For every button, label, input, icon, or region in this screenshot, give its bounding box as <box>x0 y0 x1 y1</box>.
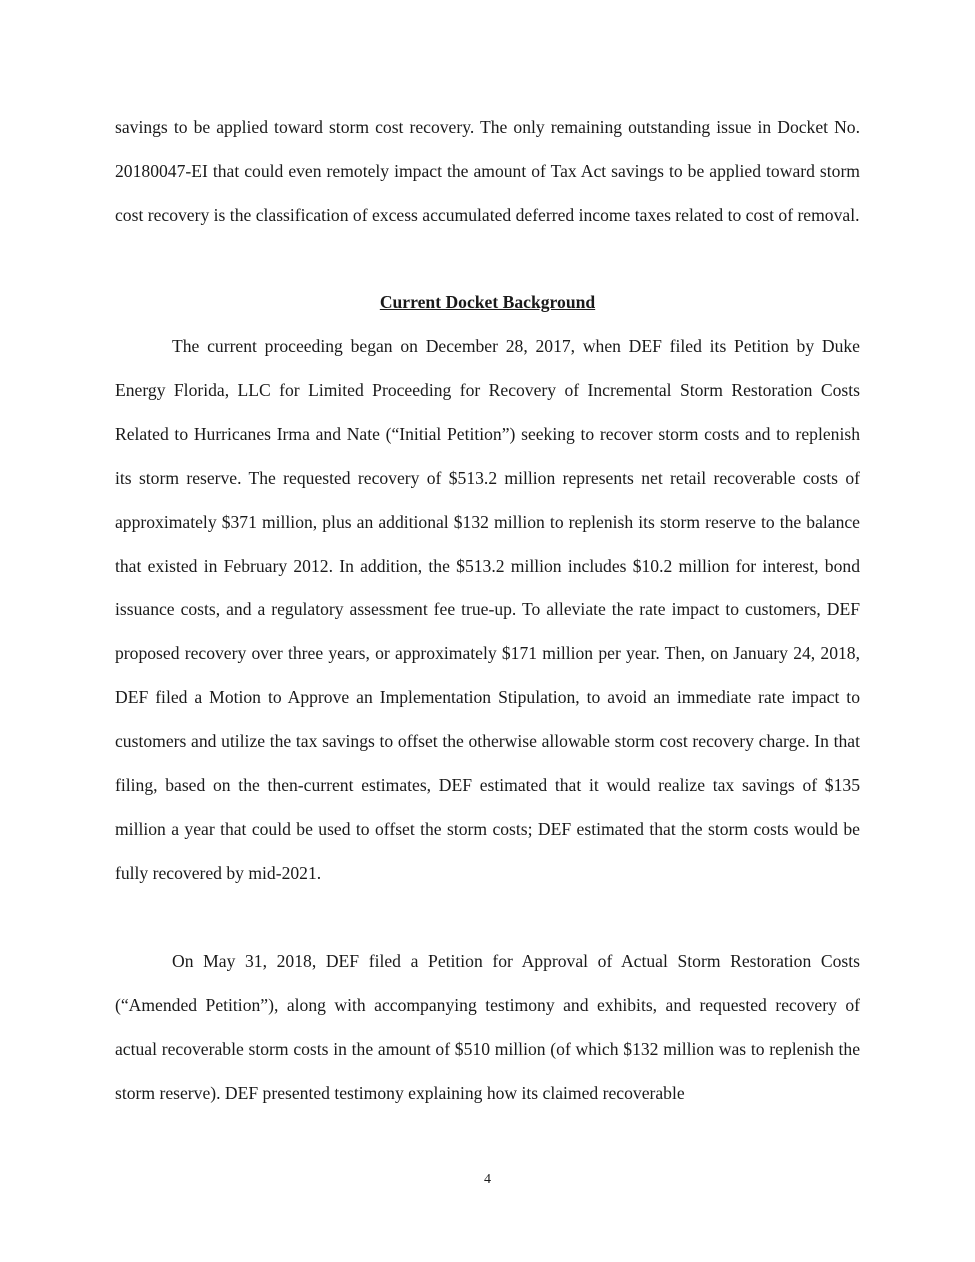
paragraph-continued: savings to be applied toward storm cost recovery. The only remaining outstanding issue in Docket No. 20180047-EI that could even remotely impact the amount of Tax Act savings to be applied toward storm cost recovery is the classification of excess accumulated deferred income taxes related to cost of removal. <box>115 117 860 225</box>
paragraph-current-proceeding: The current proceeding began on December 28, 2017, when DEF filed its Petition by Duke Energy Florida, LLC for Limited Proceeding for Recovery of Incremental Storm Restoration Costs Related to Hurricanes Irma and Nate (“Initial Petition”) seeking to recover storm costs and to replenish its storm reserve. The requested recovery of $513.2 million represents net retail recoverable costs of approximately $371 million, plus an additional $132 million to replenish its storm reserve to the balance that existed in February 2012. In addition, the $513.2 million includes $10.2 million for interest, bond issuance costs, and a regulatory assessment fee true-up. To alleviate the rate impact to customers, DEF proposed recovery over three years, or approximately $171 million per year. Then, on January 24, 2018, DEF filed a Motion to Approve an Implementation Stipulation, to avoid an immediate rate impact to customers and utilize the tax savings to offset the otherwise allowable storm cost recovery charge. In that filing, based on the then-current estimates, DEF estimated that it would realize tax savings of $135 million a year that could be used to offset the storm costs; DEF estimated that the storm costs would be fully recovered by mid-2021. <box>115 336 860 883</box>
section-heading: Current Docket Background <box>379 292 596 312</box>
page-number: 4 <box>484 1172 491 1187</box>
paragraph-amended-petition: On May 31, 2018, DEF filed a Petition for Approval of Actual Storm Restoration Costs (“Amended Petition”), along with accompanying testimony and exhibits, and requested recovery of actual recoverable storm costs in the amount of $510 million (of which $132 million was to replenish the storm reserve). DEF presented testimony explaining how its claimed recoverable <box>115 951 860 1103</box>
